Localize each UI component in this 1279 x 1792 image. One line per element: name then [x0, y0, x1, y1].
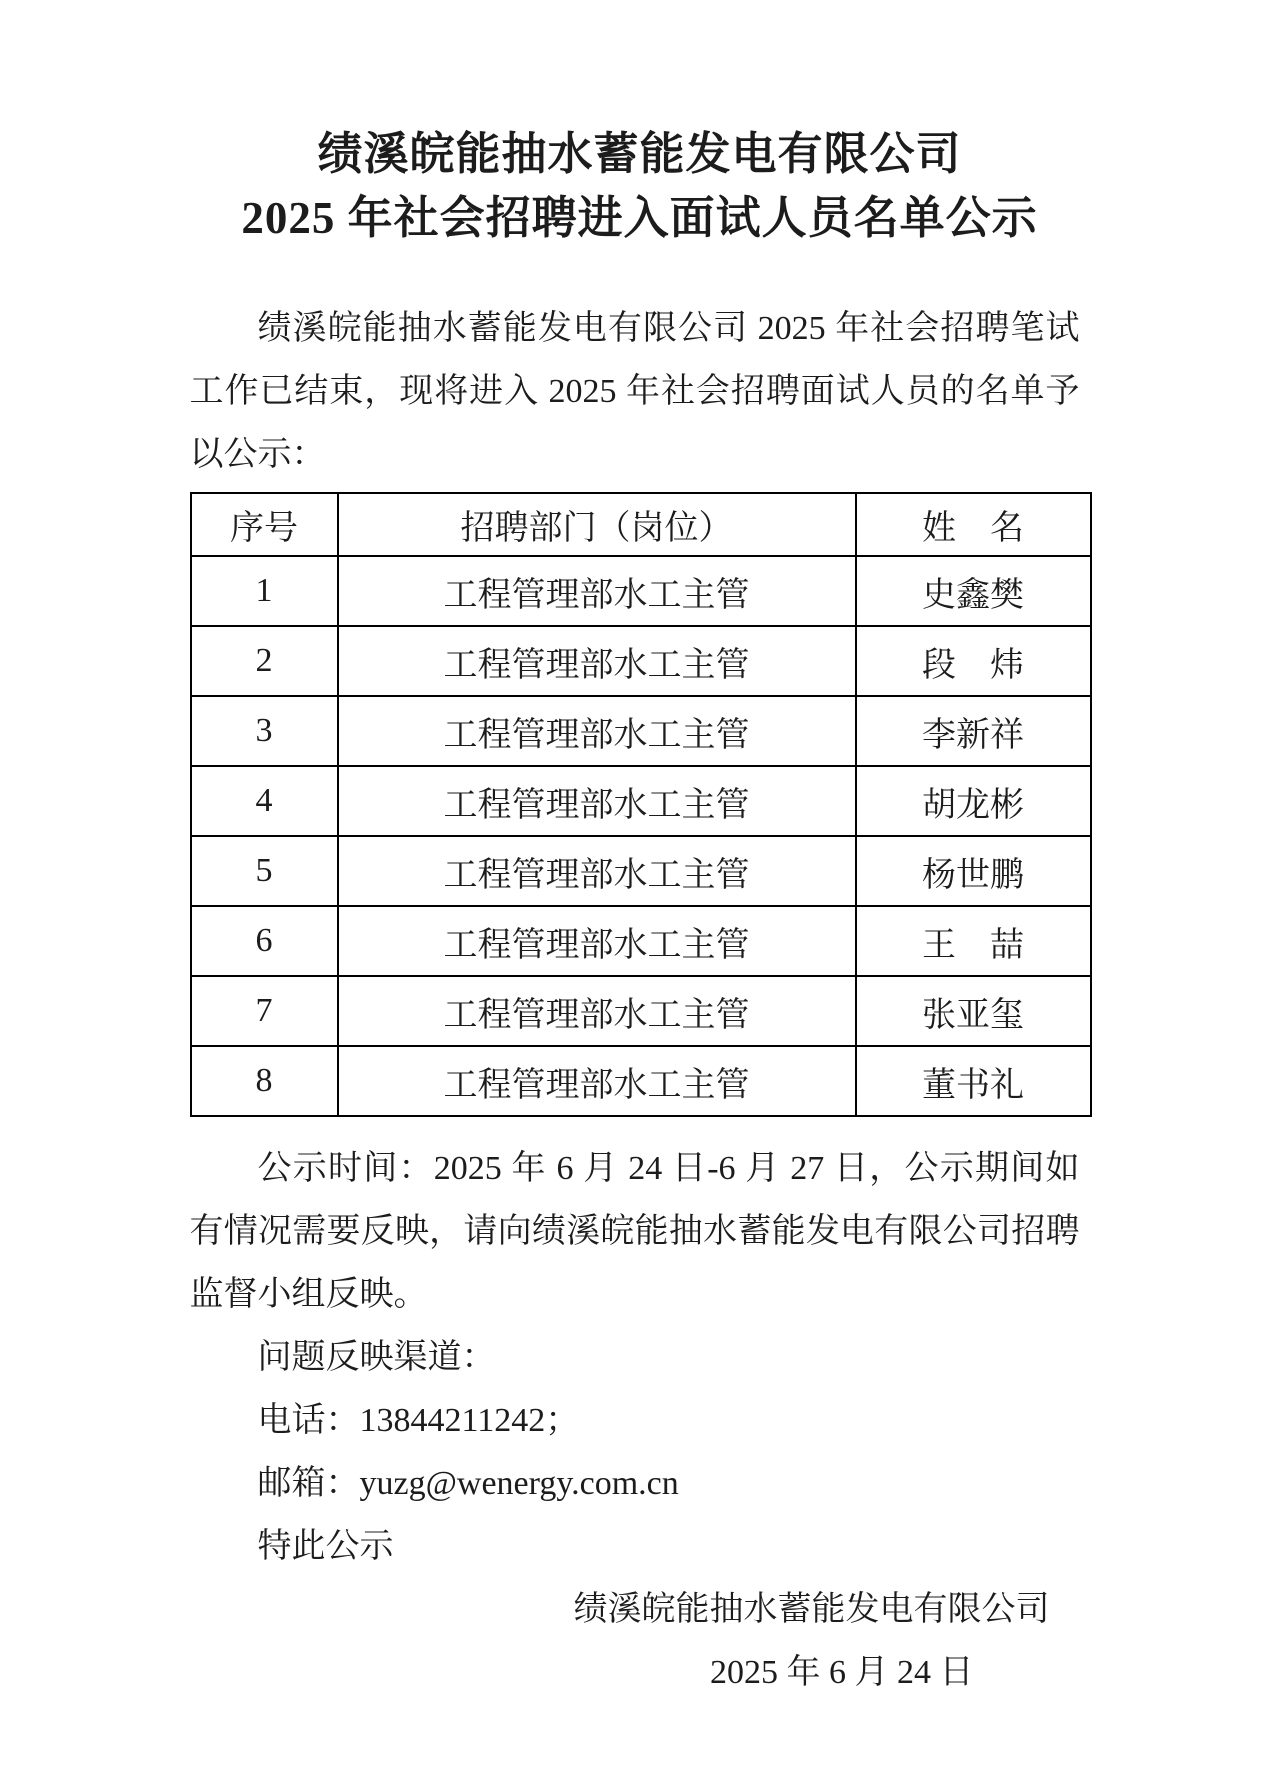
- name-cell: 王 喆: [856, 906, 1091, 976]
- announcement-document: [190, 0, 1090, 1704]
- name-cell: 胡龙彬: [856, 766, 1091, 836]
- row-number-cell: 7: [191, 976, 338, 1046]
- table-row: [191, 696, 1091, 766]
- header-cell-number: 序号: [191, 493, 338, 556]
- row-number-cell: 4: [191, 766, 338, 836]
- position-cell: 工程管理部水工主管: [338, 766, 856, 836]
- position-cell: 工程管理部水工主管: [338, 976, 856, 1046]
- table-row: [191, 1046, 1091, 1116]
- row-number-cell: 6: [191, 906, 338, 976]
- row-number-cell: 2: [191, 626, 338, 696]
- position-cell: 工程管理部水工主管: [338, 696, 856, 766]
- position-cell: 工程管理部水工主管: [338, 626, 856, 696]
- signature-date: 2025 年 6 月 24 日: [710, 1654, 974, 1691]
- roster-table: [190, 492, 1092, 1117]
- row-number-cell: 5: [191, 836, 338, 906]
- roster-table-body: [191, 556, 1091, 1116]
- name-cell: 史鑫樊: [856, 556, 1091, 626]
- name-cell: 李新祥: [856, 696, 1091, 766]
- signature-company: 绩溪皖能抽水蓄能发电有限公司: [573, 1591, 1050, 1628]
- name-cell: 张亚玺: [856, 976, 1091, 1046]
- phone-line: 电话：13844211242；: [257, 1402, 580, 1439]
- name-cell: 段 炜: [856, 626, 1091, 696]
- notice-paragraph: 公示时间：2025 年 6 月 24 日-6 月 27 日，公示期间如有情况需要反映，请向绩溪皖能抽水蓄能发电有限公司招聘监督小组反映。: [189, 1150, 1080, 1313]
- table-row: [191, 626, 1091, 696]
- header-cell-position: 招聘部门（岗位）: [338, 493, 856, 556]
- document-title: [190, 122, 1090, 250]
- table-row: [191, 976, 1091, 1046]
- row-number-cell: 8: [191, 1046, 338, 1116]
- name-cell: 董书礼: [856, 1046, 1091, 1116]
- intro-paragraph: 绩溪皖能抽水蓄能发电有限公司 2025 年社会招聘笔试工作已结束，现将进入 2025 年社会招聘面试人员的名单予以公示：: [189, 310, 1080, 473]
- position-cell: 工程管理部水工主管: [338, 836, 856, 906]
- channel-heading-line: 问题反映渠道：: [257, 1339, 496, 1376]
- table-header-row: [191, 493, 1091, 556]
- closing-line: 特此公示: [257, 1528, 394, 1565]
- row-number-cell: 1: [191, 556, 338, 626]
- table-row: [191, 556, 1091, 626]
- title-line-1: 绩溪皖能抽水蓄能发电有限公司: [317, 129, 962, 179]
- title-line-2: 2025 年社会招聘进入面试人员名单公示: [241, 193, 1038, 243]
- row-number-cell: 3: [191, 696, 338, 766]
- position-cell: 工程管理部水工主管: [338, 1046, 856, 1116]
- position-cell: 工程管理部水工主管: [338, 906, 856, 976]
- position-cell: 工程管理部水工主管: [338, 556, 856, 626]
- table-row: [191, 766, 1091, 836]
- name-cell: 杨世鹏: [856, 836, 1091, 906]
- table-row: [191, 836, 1091, 906]
- header-cell-name: 姓 名: [856, 493, 1091, 556]
- table-row: [191, 906, 1091, 976]
- email-line: 邮箱：yuzg@wenergy.com.cn: [257, 1465, 679, 1502]
